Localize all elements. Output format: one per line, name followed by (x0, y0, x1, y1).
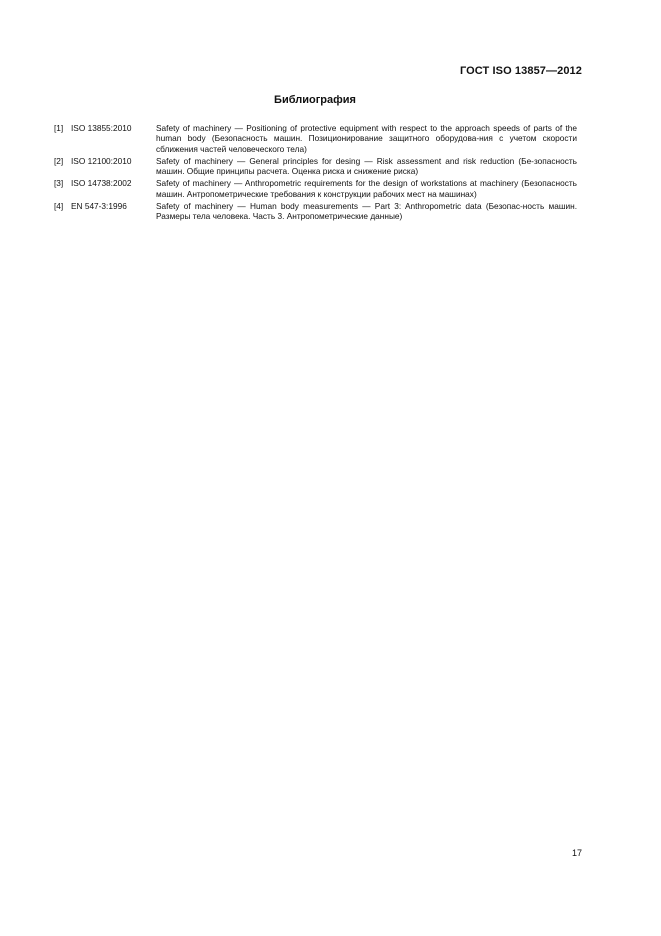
bibliography-entry (54, 123, 577, 154)
entry-reference: ISO 14738:2002 (71, 178, 132, 189)
bibliography-entry (54, 178, 577, 199)
section-title: Библиография (274, 94, 356, 106)
entry-title: Safety of machinery — Human body measurements — Part 3: Anthropometric data (Безопас-ность машин. Размеры тела человека. Часть 3. Антропометрические данные) (156, 200, 577, 222)
entry-number: [2] (54, 155, 64, 166)
entry-title: Safety of machinery — Anthropometric requirements for the design of workstations at machinery (Безопасность машин. Антропометрические требования к конструкции рабочих мест на машинах) (156, 178, 577, 199)
entry-reference: ISO 13855:2010 (71, 123, 132, 133)
bibliography-list (54, 123, 577, 223)
entry-title: Safety of machinery — General principles for desing — Risk assessment and risk reduction (Бе-зопасность машин. Общие принципы расчета. Оценка риска и снижение риска) (156, 155, 577, 177)
document-code: ГОСТ ISO 13857—2012 (459, 65, 582, 77)
page-number: 17 (571, 848, 582, 858)
entry-title: Safety of machinery — Positioning of protective equipment with respect to the approach speeds of parts of the human body (Безопасность машин. Позиционирование защитного оборудова-ния с учетом скорости сближения частей человеческого тела) (156, 123, 577, 154)
entry-reference: EN 547-3:1996 (71, 200, 127, 211)
bibliography-entry (54, 201, 577, 222)
bibliography-entry (54, 156, 577, 177)
entry-number: [1] (54, 123, 64, 133)
entry-reference: ISO 12100:2010 (71, 155, 132, 166)
entry-number: [3] (54, 178, 64, 189)
entry-number: [4] (54, 200, 64, 211)
